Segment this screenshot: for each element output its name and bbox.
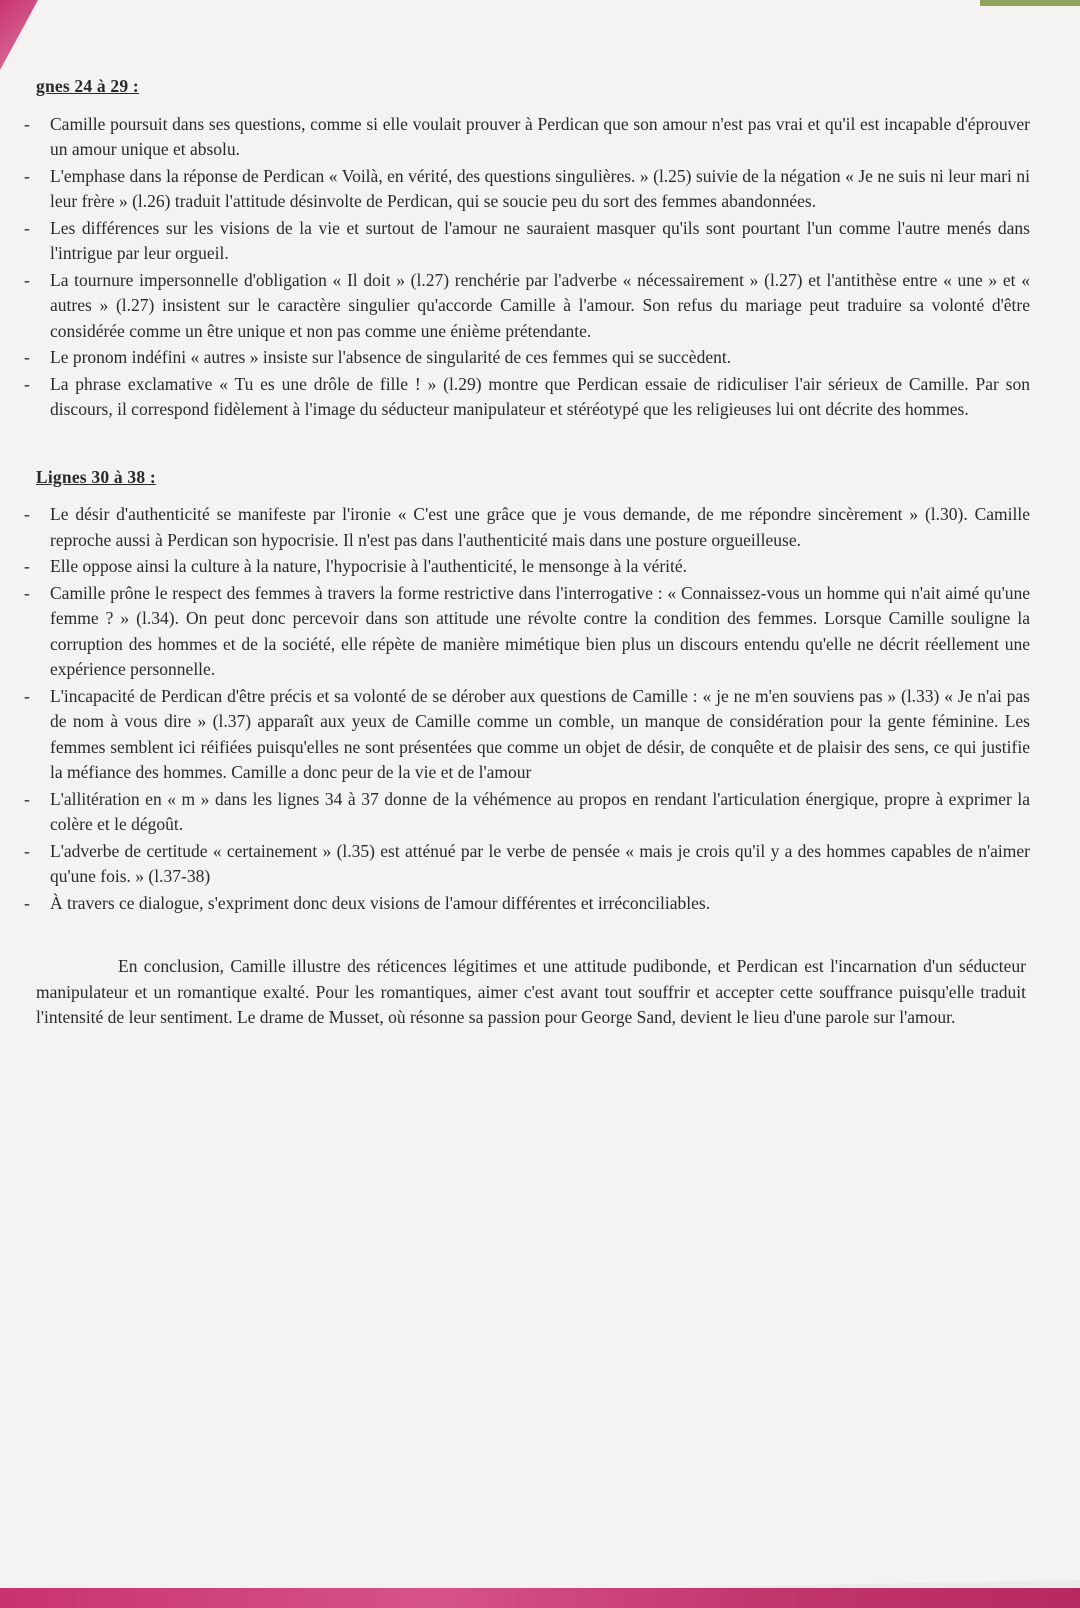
list-item: - Les différences sur les visions de la vie et surtout de l'amour ne sauraient masquer qu'ils sont pourtant l'un comme l'autre menés dans l'intrigue par leur orgueil.	[24, 217, 1030, 263]
bullet-dash: -	[24, 840, 30, 861]
bullet-dash: -	[24, 347, 30, 367]
list-item: - La phrase exclamative « Tu es une drôle de fille ! » (l.29) montre que Perdican essaie de ridiculiser l'air sérieux de Camille. Par son discours, il correspond fidèlement à l'image du séducteur manipulateur et stéréotypé que les religieuses lui ont décrite des hommes.	[24, 373, 1030, 419]
bullet-dash: -	[24, 113, 30, 134]
section1-list	[20, 112, 1030, 423]
section-heading-lines-30-38: Lignes 30 à 38 :	[36, 466, 156, 487]
list-item: - Le pronom indéfini « autres » insiste sur l'absence de singularité de ces femmes qui se succèdent.	[20, 345, 1030, 371]
list-item: - La tournure impersonnelle d'obligation « Il doit » (l.27) renchérie par l'adverbe « nécessairement » (l.27) et l'antithèse entre « une » et « autres » (l.27) insistent sur le caractère singulier qu'accorde Camille à l'amour. Son refus du mariage peut traduire sa volonté d'être considérée comme un être unique et non pas comme une énième prétendante.	[24, 269, 1030, 341]
bullet-dash: -	[24, 582, 30, 603]
list-item: - Camille prône le respect des femmes à travers la forme restrictive dans l'interrogative : « Connaissez-vous un homme qui n'ait aimé qu'une femme ? » (l.34). On peut donc percevoir dans son attitude une révolte contre la condition des femmes. Lorsque Camille souligne la corruption des hommes et de la société, elle répète de manière mimétique bien plus un discours entendu qu'elle ne décrit réellement une expérience personnelle.	[24, 582, 1030, 679]
list-item: - L'emphase dans la réponse de Perdican « Voilà, en vérité, des questions singulières. » (l.25) suivie de la négation « Je ne suis ni leur mari ni leur frère » (l.26) traduit l'attitude désinvolte de Perdican, qui se soucie peu du sort des femmes abandonnées.	[24, 165, 1030, 211]
list-item: - Elle oppose ainsi la culture à la nature, l'hypocrisie à l'authenticité, le mensonge à la vérité.	[20, 554, 1030, 580]
bullet-dash: -	[24, 892, 30, 913]
bullet-dash: -	[24, 373, 30, 394]
list-item: - L'adverbe de certitude « certainement » (l.35) est atténué par le verbe de pensée « mais je crois qu'il y a des hommes capables de n'aimer qu'une fois. » (l.37-38)	[24, 840, 1030, 886]
bullet-dash: -	[24, 217, 30, 238]
section-heading-lines-24-29: gnes 24 à 29 :	[36, 76, 139, 96]
bullet-dash: -	[24, 788, 30, 809]
list-item: - Le désir d'authenticité se manifeste par l'ironie « C'est une grâce que je vous demande, de me répondre sincèrement » (l.30). Camille reproche aussi à Perdican son hypocrisie. Il n'est pas dans l'authenticité mais dans une posture orgueilleuse.	[24, 504, 1030, 550]
bullet-dash: -	[24, 504, 30, 524]
bullet-dash: -	[24, 556, 30, 576]
section2-list	[20, 502, 1030, 916]
bullet-dash: -	[24, 685, 30, 706]
list-item: - L'incapacité de Perdican d'être précis et sa volonté de se dérober aux questions de Camille : « je ne m'en souviens pas » (l.33) « Je n'ai pas de nom à vous dire » (l.37) apparaît aux yeux de Camille comme un comble, un manque de considération pour la gente féminine. Les femmes semblent ici réifiées puisqu'elles ne sont présentées que comme un objet de désir, de conquête et de plaisir des sens, ce qui justifie la méfiance des hommes. Camille a donc peur de la vie et de l'amour	[24, 685, 1030, 782]
conclusion-paragraph: En conclusion, Camille illustre des réticences légitimes et une attitude pudibonde, et Perdican est l'incarnation d'un séducteur manipulateur et un romantique exalté. Pour les romantiques, aimer c'est avant tout souffrir et accepter cette souffrance puisqu'elle traduit l'intensité de leur sentiment. Le drame de Musset, où résonne sa passion pour George Sand, devient le lieu d'une parole sur l'amour.	[36, 956, 1026, 1027]
bullet-dash: -	[24, 165, 30, 186]
list-item: - L'allitération en « m » dans les lignes 34 à 37 donne de la véhémence au propos en rendant l'articulation énergique, propre à exprimer la colère et le dégoût.	[24, 788, 1030, 834]
corner-accent	[980, 0, 1080, 6]
list-item: - Camille poursuit dans ses questions, comme si elle voulait prouver à Perdican que son amour n'est pas vrai et qu'il est incapable d'éprouver un amour unique et absolu.	[24, 113, 1030, 159]
list-item: - À travers ce dialogue, s'expriment donc deux visions de l'amour différentes et irréconciliables.	[20, 891, 1030, 917]
bullet-dash: -	[24, 269, 30, 290]
document-content	[20, 74, 1030, 1048]
bottom-fabric-strip	[0, 1588, 1080, 1608]
